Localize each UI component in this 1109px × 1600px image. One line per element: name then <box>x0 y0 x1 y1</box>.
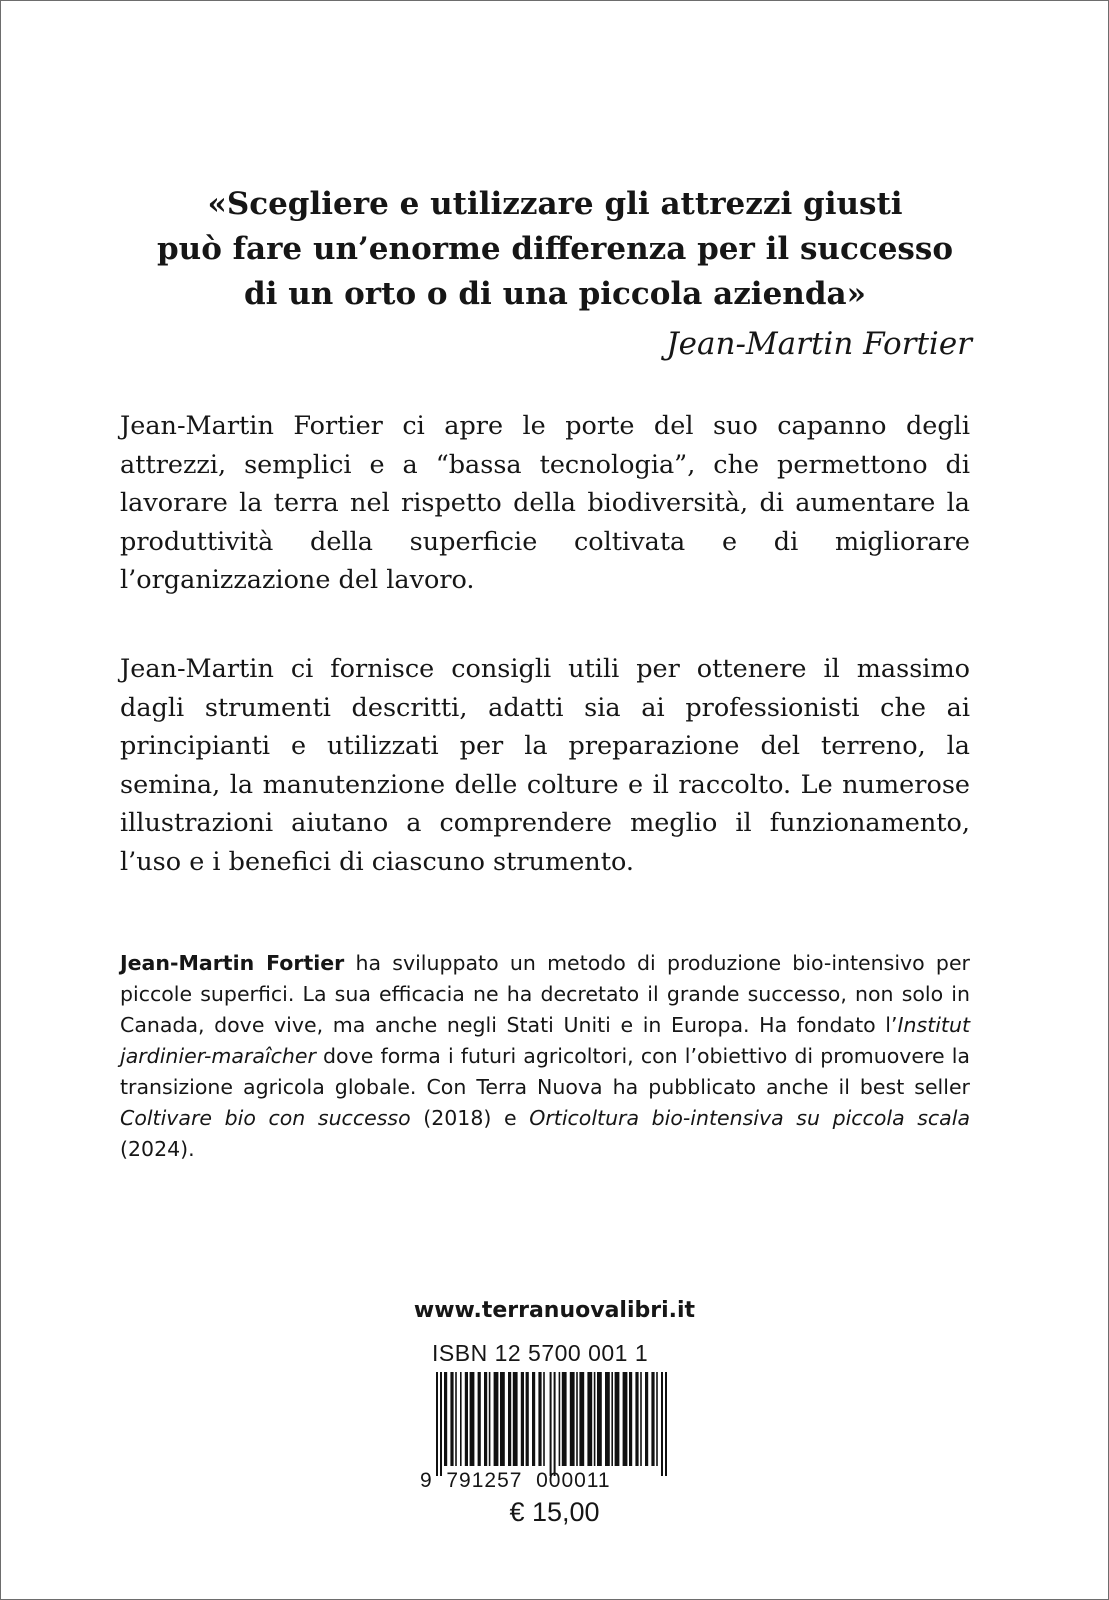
barcode-bar <box>526 1372 529 1466</box>
barcode-bar <box>500 1372 505 1466</box>
barcode-bar <box>550 1372 552 1476</box>
isbn-label: ISBN 12 5700 001 1 <box>432 1340 649 1366</box>
barcode-bar <box>587 1372 592 1466</box>
price: € 15,00 <box>509 1497 600 1527</box>
bio-text: ha sviluppato un metodo di produzione bio-intensivo per piccole superfici. La sua efficacia ne ha decretato il grande successo, non solo in Canada, dove vive, ma anche negli Stati Uniti e in Europa. Ha fondato l’ <box>120 951 970 1037</box>
description-paragraph: Jean-Martin Fortier ci apre le porte del suo capanno degli attrezzi, semplici e a “bassa tecnologia”, che permettono di lavorare la terra nel rispetto della biodiversità, di aumentare la produttività della superficie coltivata e di migliorare l’organizzazione del lavoro. <box>120 411 970 595</box>
barcode-bar <box>494 1372 499 1466</box>
barcode-bar <box>521 1372 524 1466</box>
barcode-bar <box>562 1372 567 1466</box>
barcode-bar <box>513 1372 518 1466</box>
bio-text: (2024). <box>120 1137 195 1161</box>
quote-line: può fare un’enorme differenza per il successo <box>156 231 954 267</box>
quote-line: di un orto o di una piccola azienda» <box>244 276 866 312</box>
barcode <box>434 1372 674 1476</box>
barcode-bar <box>444 1372 447 1466</box>
barcode-bar <box>656 1372 658 1466</box>
barcode-bar <box>570 1372 575 1466</box>
barcode-bar <box>554 1372 556 1476</box>
barcode-bar <box>605 1372 610 1466</box>
barcode-bar <box>436 1372 438 1476</box>
barcode-bar <box>623 1372 628 1466</box>
barcode-bar <box>532 1372 535 1466</box>
barcode-bar <box>611 1372 613 1466</box>
barcode-bar <box>465 1372 468 1466</box>
barcode-bar <box>440 1372 442 1476</box>
bio-book-title: Orticoltura bio-intensiva su piccola scala <box>529 1106 971 1130</box>
barcode-bar <box>484 1372 487 1466</box>
barcode-bar <box>559 1372 561 1466</box>
bio-text: dove forma i futuri agricoltori, con l’obiettivo di promuovere la transizione agricola globale. Con Terra Nuova ha pubblicato anche il best seller <box>120 1044 970 1099</box>
description-paragraph: Jean-Martin ci fornisce consigli utili per ottenere il massimo dagli strumenti descritti, adatti sia ai professionisti che ai principianti e utilizzati per la preparazione del terreno, la semina, la manutenzione delle colture e il raccolto. Le numerose illustrazioni aiutano a comprendere meglio il funzionamento, l’uso e i benefici di ciascuno strumento. <box>120 654 970 877</box>
bio-book-title: Coltivare bio con successo <box>120 1106 411 1130</box>
barcode-bar <box>576 1372 578 1466</box>
barcode-bar <box>489 1372 491 1466</box>
barcode-bar <box>478 1372 481 1466</box>
bio-institute: Institut jardinier-maraîcher <box>120 1013 970 1068</box>
barcode-bar <box>635 1372 638 1466</box>
bio-author-name: Jean-Martin Fortier <box>120 951 345 975</box>
pull-quote <box>120 182 990 317</box>
barcode-bar <box>460 1372 462 1466</box>
barcode-bar <box>450 1372 453 1466</box>
barcode-bar <box>597 1372 602 1466</box>
barcode-digits: 9 791257 000011 <box>420 1469 611 1492</box>
barcode-bar <box>508 1372 511 1466</box>
barcode-bar <box>645 1372 648 1466</box>
barcode-bar <box>665 1372 667 1476</box>
bio-text: (2018) e <box>410 1106 530 1130</box>
barcode-bar <box>661 1372 663 1476</box>
author-bio <box>120 948 970 1165</box>
quote-line: «Scegliere e utilizzare gli attrezzi giusti <box>207 186 903 222</box>
barcode-bar <box>640 1372 642 1466</box>
barcode-bar <box>538 1372 541 1466</box>
barcode-bar <box>543 1372 545 1466</box>
barcode-bar <box>594 1372 596 1466</box>
barcode-bar <box>455 1372 457 1466</box>
barcode-bar <box>651 1372 654 1466</box>
barcode-bar <box>470 1372 475 1466</box>
barcode-bar <box>579 1372 584 1466</box>
barcode-bar <box>629 1372 632 1466</box>
publisher-website: www.terranuovalibri.it <box>413 1298 696 1323</box>
barcode-bar <box>615 1372 620 1466</box>
quote-author: Jean-Martin Fortier <box>666 326 972 362</box>
